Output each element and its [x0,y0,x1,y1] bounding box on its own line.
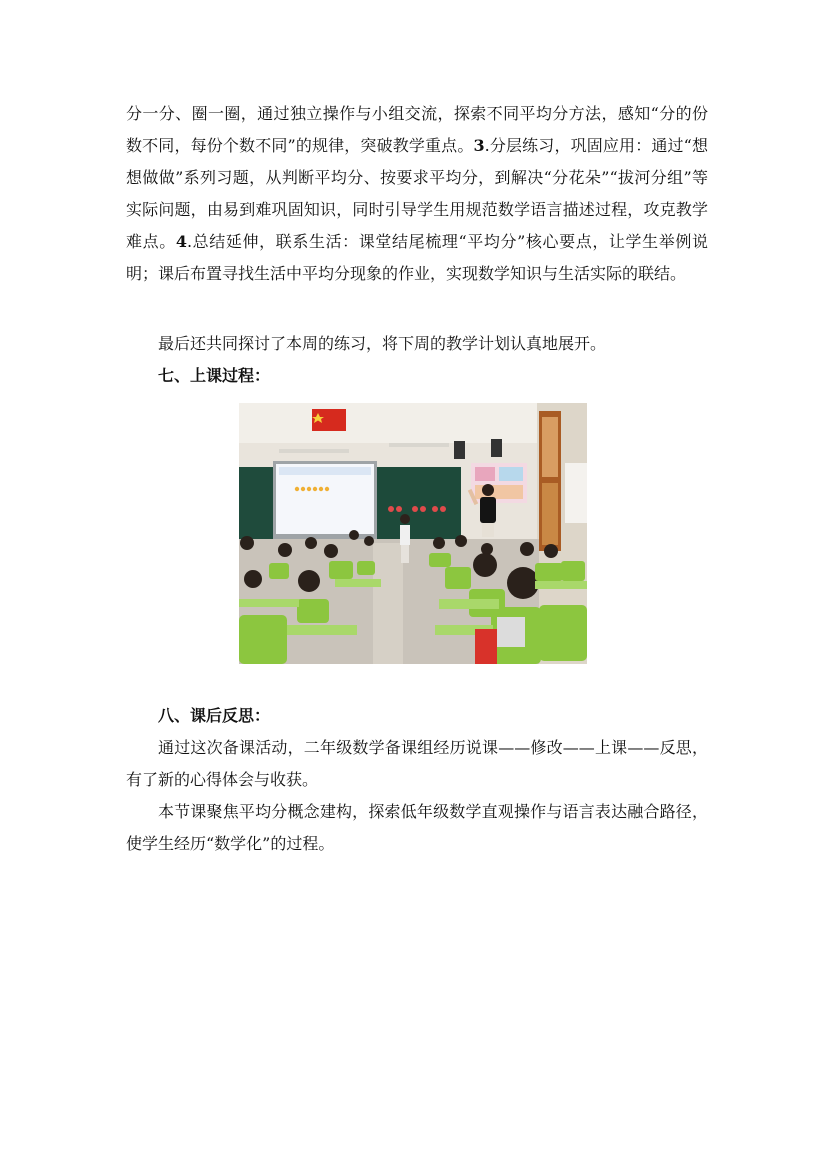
step-number: 3 [473,136,485,155]
paragraph-weekly-plan: 最后还共同探讨了本周的练习，将下周的教学计划认真地展开。 [158,334,607,353]
classroom-photo [239,403,587,664]
paragraph-segment: .总结延伸，联系生活：课堂结尾梳理“平均分”核心要点，让学生举例说明；课后布置寻找生活中平均分现象的作业，实现数学知识与生活实际的联结。 [126,232,708,283]
paragraph-segment: 分一分、圈一圈，通过独立操作与小组交流，探索不同平均分方法，感知“分的份数不同，每份个数不同”的规律，突破教学重点。 [126,104,708,155]
step-number: 4 [175,232,187,251]
paragraph-teaching-steps [126,98,708,290]
paragraph-reflection-focus: 本节课聚焦平均分概念建构，探索低年级数学直观操作与语言表达融合路径，使学生经历“数学化”的过程。 [126,802,708,853]
section-heading-reflection: 八、课后反思： [158,706,271,725]
paragraph-segment: .分层练习，巩固应用：通过“想想做做”系列习题，从判断平均分、按要求平均分，到解决“分花朵”“拔河分组”等实际问题，由易到难巩固知识，同时引导学生用规范数学语言描述过程，攻克教学难点。 [126,136,708,251]
paragraph-reflection-intro: 通过这次备课活动，二年级数学备课组经历说课——修改——上课——反思，有了新的心得体会与收获。 [126,738,708,789]
section-heading-class-process: 七、上课过程： [158,366,271,385]
